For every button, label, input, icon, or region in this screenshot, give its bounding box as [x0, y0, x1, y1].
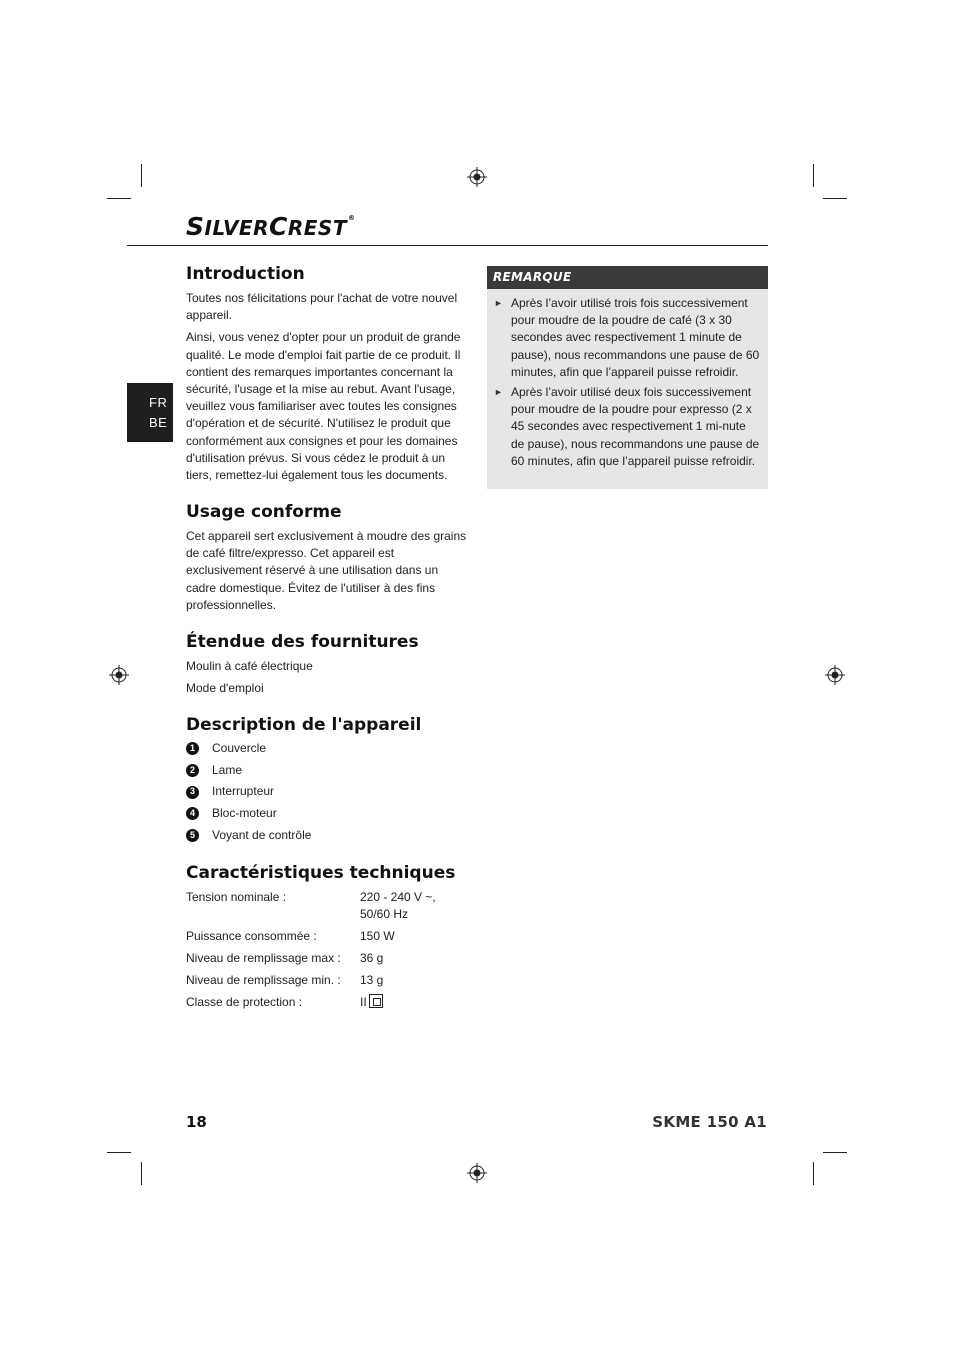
crop-mark	[823, 1152, 847, 1153]
note-heading: REMARQUE	[487, 266, 768, 289]
bullet-arrow-icon: ►	[494, 387, 503, 398]
crop-mark	[107, 1152, 131, 1153]
spec-row	[186, 950, 470, 967]
usage-paragraph: Cet appareil sert exclusivement à moudre des grains de café filtre/expresso. Cet appareil est exclusivement réservé à une utilisation dans un cadre domestique. Évitez de l'utiliser à des fins professionnelles.	[186, 529, 467, 612]
description-section	[186, 714, 470, 847]
spec-key: Tension nominale :	[186, 890, 287, 904]
part-label: Voyant de contrôle	[212, 827, 312, 842]
supply-heading: Étendue des fournitures	[186, 632, 419, 652]
part-label: Couvercle	[212, 741, 267, 755]
note-item	[487, 295, 768, 381]
language-code-be: BE	[149, 415, 168, 430]
registration-mark-icon	[467, 1163, 487, 1183]
note-item	[487, 384, 768, 470]
part-number-badge: 1	[186, 742, 199, 755]
part-item	[186, 803, 470, 825]
crop-mark	[107, 198, 131, 199]
spec-key: Classe de protection :	[186, 995, 303, 1009]
spec-value: 150 W	[360, 929, 395, 943]
registration-mark-icon	[467, 167, 487, 187]
spec-key: Niveau de remplissage max :	[186, 951, 341, 965]
crop-mark	[813, 1162, 814, 1185]
spec-value: 220 - 240 V ~,	[360, 890, 436, 904]
supply-section	[186, 631, 470, 697]
registration-mark-icon	[825, 665, 845, 685]
supply-item: Moulin à café électrique	[186, 659, 313, 673]
spec-value: 36 g	[360, 951, 384, 965]
description-heading: Description de l'appareil	[186, 715, 422, 735]
supply-item: Mode d'emploi	[186, 681, 264, 696]
part-label: Bloc-moteur	[212, 806, 277, 821]
spec-row	[186, 972, 470, 989]
bullet-arrow-icon: ►	[494, 298, 503, 308]
spec-key: Puissance consommée :	[186, 929, 317, 943]
specs-section	[186, 862, 470, 1016]
spec-row	[186, 889, 470, 923]
introduction-paragraph: Toutes nos félicitations pour l'achat de votre nouvel appareil.	[186, 291, 458, 323]
introduction-paragraph: Ainsi, vous venez d'opter pour un produit de grande qualité. Le mode d'emploi fait partie de ce produit. Il contient des remarques importantes concernant la sécurité, l'usage et la mise au rebut. Avant l'usage, veuillez vous familiariser avec toutes les consignes d'opération et de sécurité. N'utilisez le produit que conformément aux consignes et pour les domaines d'utilisation prévus. Si vous cédez le produit à un tiers, remettez-lui également tous les documents.	[186, 330, 461, 483]
language-code-fr: FR	[149, 395, 168, 410]
model-number: SKME 150 A1	[652, 1113, 767, 1131]
spec-row	[186, 994, 470, 1011]
protection-class-icon	[369, 994, 383, 1008]
part-label: Lame	[212, 762, 243, 777]
spec-key: Niveau de remplissage min. :	[186, 973, 341, 987]
language-tab	[127, 383, 173, 442]
part-number-badge: 2	[186, 764, 199, 777]
crop-mark	[823, 198, 847, 199]
spec-value: 13 g	[360, 973, 384, 987]
registration-mark-icon	[109, 665, 129, 685]
page-number: 18	[186, 1113, 207, 1131]
header-divider	[127, 245, 768, 246]
note-text: Après l’avoir utilisé deux fois successivement pour moudre de la poudre pour expresso (2 x 45 secondes avec respectivement 1 mi-nute de pause), nous recommandons une pause de 60 minutes, afin que l’appareil puisse refroidir.	[511, 385, 760, 468]
crop-mark	[141, 1162, 142, 1185]
specs-heading: Caractéristiques techniques	[186, 863, 456, 883]
part-item	[186, 781, 470, 803]
part-number-badge: 4	[186, 807, 199, 820]
crop-mark	[141, 164, 142, 187]
note-text: Après l’avoir utilisé trois fois successivement pour moudre de la poudre de café (3 x 30 secondes avec respectivement 1 minute de pause), nous recommandons une pause de 60 minutes, afin que l’appareil puisse refroidir.	[511, 296, 760, 379]
spec-row	[186, 928, 470, 945]
usage-heading: Usage conforme	[186, 502, 342, 522]
introduction-heading: Introduction	[186, 264, 305, 284]
part-label: Interrupteur	[212, 784, 275, 799]
part-number-badge: 3	[186, 786, 199, 799]
part-item	[186, 760, 470, 782]
brand-logo: SILVERCREST®	[186, 212, 356, 241]
part-number-badge: 5	[186, 829, 199, 842]
spec-value: II	[360, 995, 367, 1009]
note-box	[487, 266, 768, 489]
introduction-section	[186, 263, 470, 484]
spec-value: 50/60 Hz	[360, 907, 409, 921]
usage-section	[186, 501, 470, 614]
crop-mark	[813, 164, 814, 187]
part-item	[186, 738, 470, 760]
part-item	[186, 825, 470, 847]
